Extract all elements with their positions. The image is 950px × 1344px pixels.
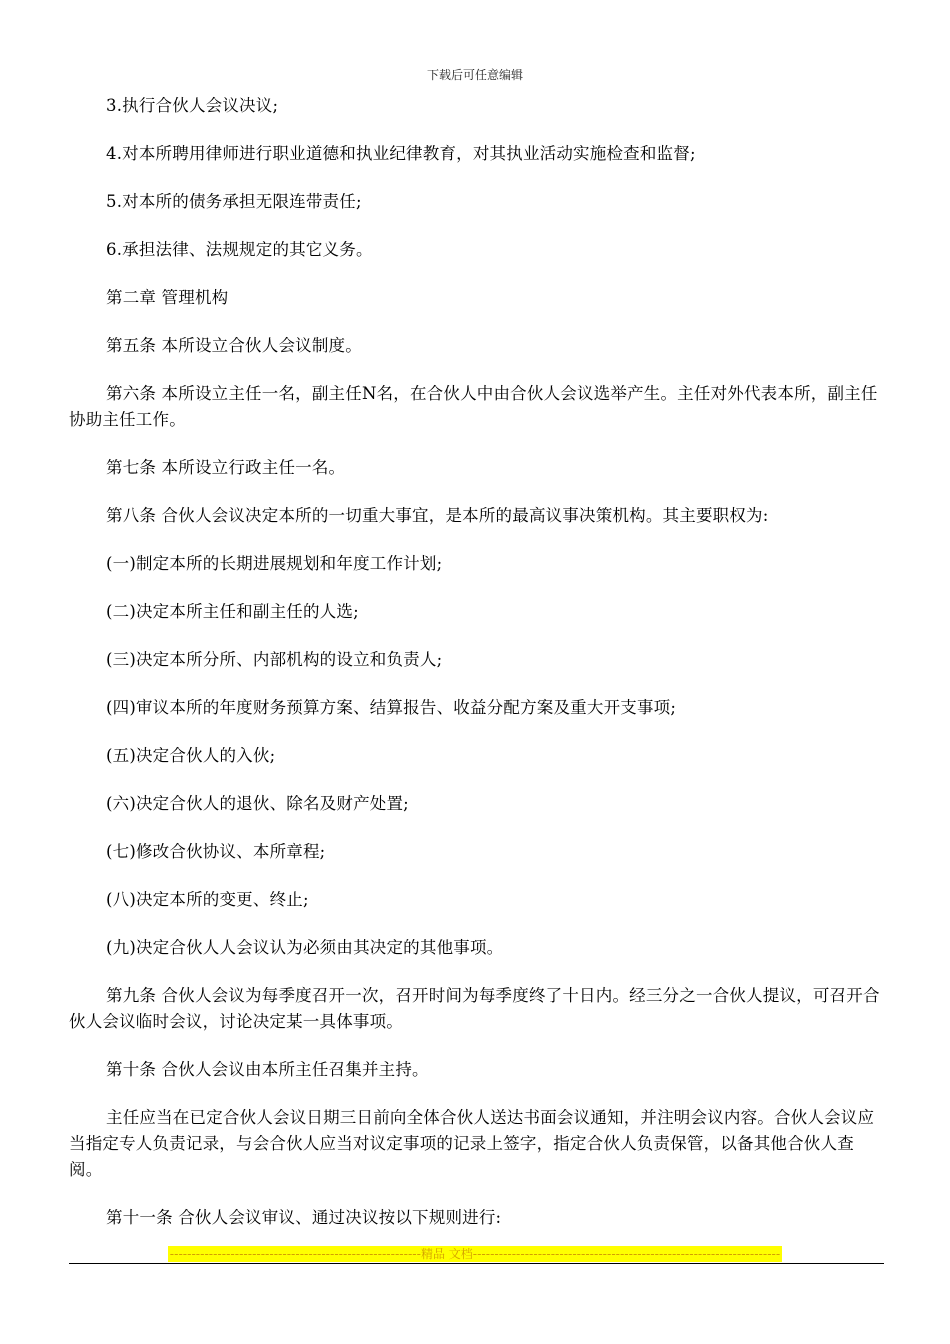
footer-banner [0,1243,950,1262]
power-item-7: (七)修改合伙协议、本所章程; [106,842,326,861]
power-item-8: (八)决定本所的变更、终止; [106,890,309,909]
chapter-heading: 第二章 管理机构 [106,288,229,307]
paragraph-item-5: 5.对本所的债务承担无限连带责任; [106,192,362,211]
power-item-3: (三)决定本所分所、内部机构的设立和负责人; [106,650,443,669]
paragraph-item-6: 6.承担法律、法规规定的其它义务。 [106,240,373,259]
footer-text: ----------------------------------------------------------精品 文档----------------------------------------------------------------------- [169,1247,781,1261]
page-header: 下载后可任意编辑 [426,68,523,82]
power-item-9: (九)决定合伙人人会议认为必须由其决定的其他事项。 [106,938,504,957]
article-5: 第五条 本所设立合伙人会议制度。 [106,336,362,355]
power-item-2: (二)决定本所主任和副主任的人选; [106,602,359,621]
article-11: 第十一条 合伙人会议审议、通过决议按以下规则进行: [106,1208,502,1227]
footer-divider [69,1263,884,1264]
article-8: 第八条 合伙人会议决定本所的一切重大事宜，是本所的最高议事决策机构。其主要职权为: [106,506,769,525]
article-9: 第九条 合伙人会议为每季度召开一次，召开时间为每季度终了十日内。经三分之一合伙人提议，可召开合伙人会议临时会议，讨论决定某一具体事项。 [69,986,880,1031]
article-10: 第十条 合伙人会议由本所主任召集并主持。 [106,1060,429,1079]
power-item-5: (五)决定合伙人的入伙; [106,746,276,765]
document-body [69,93,884,1231]
power-item-4: (四)审议本所的年度财务预算方案、结算报告、收益分配方案及重大开支事项; [106,698,677,717]
article-10-detail: 主任应当在已定合伙人会议日期三日前向全体合伙人送达书面会议通知，并注明会议内容。合伙人会议应当指定专人负责记录，与会合伙人应当对议定事项的记录上签字，指定合伙人负责保管，以备其他合伙人查阅。 [69,1108,875,1179]
article-7: 第七条 本所设立行政主任一名。 [106,458,346,477]
article-6: 第六条 本所设立主任一名，副主任N名，在合伙人中由合伙人会议选举产生。主任对外代表本所，副主任协助主任工作。 [69,384,878,429]
paragraph-item-3: 3.执行合伙人会议决议; [106,96,279,115]
power-item-1: (一)制定本所的长期进展规划和年度工作计划; [106,554,443,573]
power-item-6: (六)决定合伙人的退伙、除名及财产处置; [106,794,409,813]
paragraph-item-4: 4.对本所聘用律师进行职业道德和执业纪律教育，对其执业活动实施检查和监督; [106,144,696,163]
